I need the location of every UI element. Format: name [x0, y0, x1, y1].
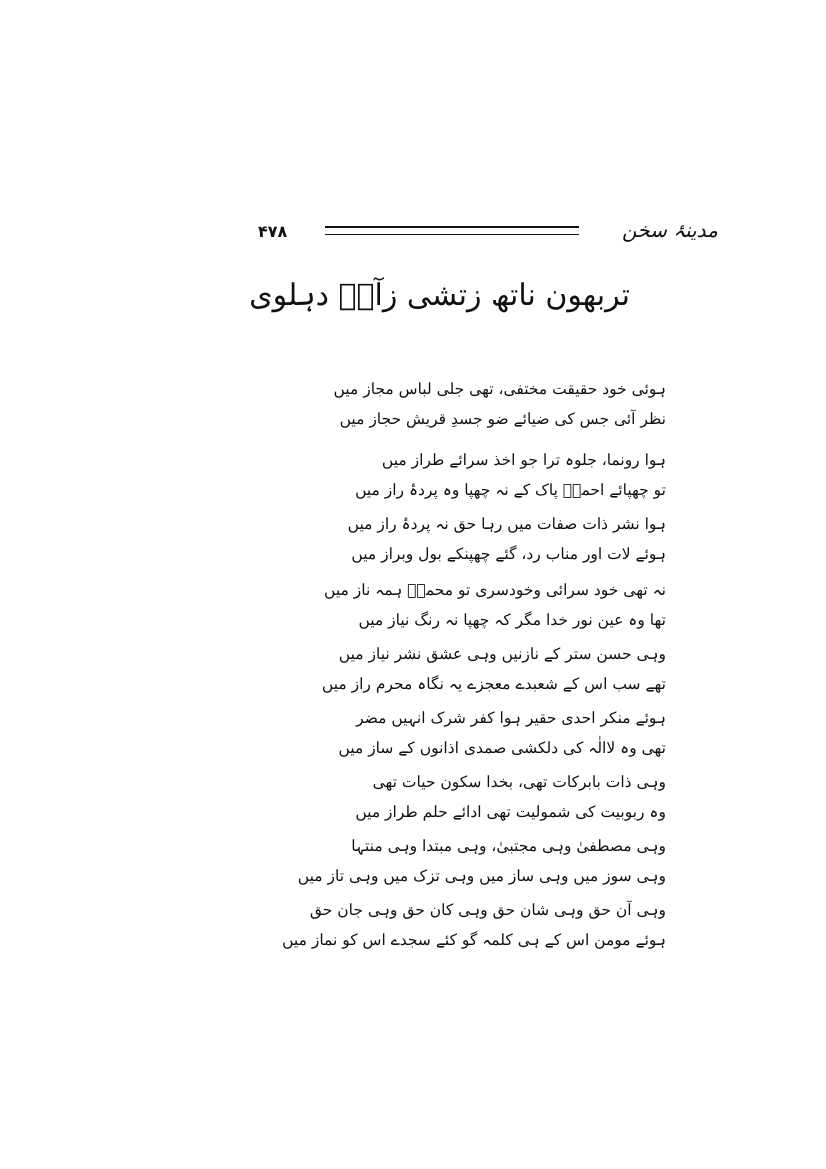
- book-title: مدینۂ سخن: [622, 218, 718, 242]
- verse-line: وہ ربوبیت کی شمولیت تھی ادائے حلم طراز میں: [355, 803, 666, 821]
- verse-line: وہی حسن ستر کے نازنیں وہی عشق نشر نیاز میں: [338, 645, 666, 663]
- verse-line: وہی آن حق وہی شان حق وہی کان حق وہی جان حق: [309, 901, 666, 919]
- verse-line: وہی ذات بابرکات تھی، بخدا سکون حیات تھی: [372, 773, 666, 791]
- verse-line: ہوئے منکر احدی حقیر ہوا کفر شرک انہیں مضر: [356, 709, 666, 727]
- verse-line: ہوئی خود حقیقت مختفی، تھی جلی لباس مجاز میں: [333, 380, 666, 398]
- verse-line: ہوئے لات اور مناب رد، گئے چھپنکے بول وبراز میں: [351, 545, 666, 563]
- verse-line: وہی سوز میں وہی ساز میں وہی تزک میں وہی تاز میں: [297, 867, 666, 885]
- verse-line: ہوا نشر ذات صفات میں رہا حق نہ پردۂ راز میں: [347, 515, 666, 533]
- verse-line: نہ تھی خود سرائی وخودسری تو محمدؐ ہمہ ناز میں: [324, 581, 666, 599]
- verse-line: نظر آئی جس کی ضیائے ضو جسدِ قریش حجاز میں: [339, 410, 666, 428]
- verse-line: تھے سب اس کے شعبدے معجزے یہ نگاہ محرم راز میں: [321, 675, 666, 693]
- verse-line: تھا وہ عین نور خدا مگر کہ چھپا نہ رنگ نیاز میں: [358, 611, 666, 629]
- page-number: ۴۷۸: [258, 222, 288, 241]
- verse-line: ہوا رونما، جلوہ ترا جو اخذ سرائے طراز میں: [381, 451, 666, 469]
- header-rule: [325, 226, 579, 235]
- poem-title: تربھون ناتھ زتشی زآرؔ دہلوی: [249, 278, 630, 313]
- verse-line: وہی مصطفیٰ وہی مجتبیٰ، وہی مبتدا وہی منتہا: [351, 837, 666, 855]
- verse-line: ہوئے مومن اس کے ہی کلمہ گو کئے سجدے اس کو نماز میں: [282, 931, 666, 949]
- verse-line: تھی وہ لاالٰہ کی دلکشی صمدی اذانوں کے ساز میں: [338, 739, 666, 757]
- verse-line: تو چھپائے احمدؐ پاک کے نہ چھپا وہ پردۂ راز میں: [355, 481, 666, 499]
